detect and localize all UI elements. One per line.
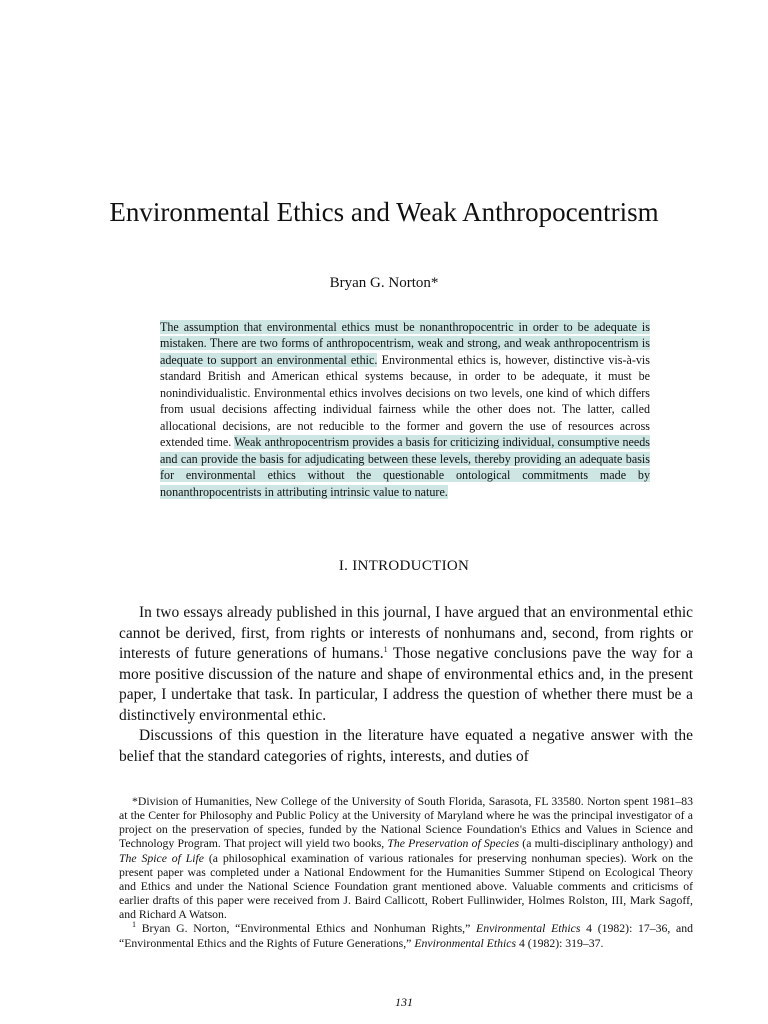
paper-title: Environmental Ethics and Weak Anthropocentrism	[109, 197, 659, 227]
abstract-text: Environmental ethics is, however, distinctive vis-à-vis standard British and American ethical systems because, in order to be adequate, it must be nonindividualistic. Environmental ethics involves decisions on two levels, one kind of which differs from usual decisions affecting individual fairness while the other does not. The latter, called allocational decisions, are not reducible to the former and govern the use of resources across extended time.	[160, 352, 650, 450]
footnote-ref[interactable]: 1	[383, 644, 388, 654]
page-number: 131	[395, 995, 413, 1009]
abstract	[160, 319, 650, 500]
body-paragraph: Discussions of this question in the literature have equated a negative answer with the belief that the standard categories of rights, interests, and duties of	[119, 727, 693, 765]
footnote-1: $^1$ Bryan G. Norton, “Environmental Ethics and Nonhuman Rights,” Environmental Ethics 4 (1982): 17–36, and “Environmental Ethics and the Rights of Future Generations,” Environmental Ethics 4 (1982): 319–37.	[119, 920, 693, 950]
body-text	[119, 603, 693, 767]
body-paragraph: In two essays already published in this journal, I have argued that an environmental ethic cannot be derived, first, from rights or interests of nonhumans and, second, from rights or interests of future generations of humans.$^1$ Those negative conclusions pave the way for a more positive discussion of the nature and shape of environmental ethics and, in the present paper, I undertake that task. In particular, I address the question of whether there must be a distinctively environmental ethic.	[119, 604, 693, 724]
abstract-highlight-2: Weak anthropocentrism provides a basis for criticizing individual, consumptive needs and can provide the basis for adjudicating between these levels, thereby providing an adequate basis for environmental ethics without the questionable ontological commitments made by nonanthropocentrists in attributing intrinsic value to nature.	[160, 435, 650, 499]
author-name: Bryan G. Norton*	[329, 275, 439, 291]
section-heading: I. INTRODUCTION	[338, 558, 470, 574]
abstract-highlight-1: The assumption that environmental ethics must be nonanthropocentric in order to be adequate is mistaken. There are two forms of anthropocentrism, weak and strong, and weak anthropocentrism is adequate to support an environmental ethic.	[160, 320, 650, 367]
footnote-mark: 1	[132, 920, 136, 930]
footnotes	[119, 795, 693, 951]
author-footnote: *Division of Humanities, New College of the University of South Florida, Sarasota, FL 33580. Norton spent 1981–83 at the Center for Philosophy and Public Policy at the University of Maryland where he was the principal investigator of a project on the preservation of species, funded by the National Science Foundation's Ethics and Values in Science and Technology Program. That project will yield two books, The Preservation of Species (a multi-disciplinary anthology) and The Spice of Life (a philosophical examination of various rationales for preserving nonhuman species). Work on the present paper was completed under a National Endowment for the Humanities Summer Stipend on Ecological Theory and Ethics and under the National Science Foundation grant mentioned above. Valuable comments and criticisms of earlier drafts of this paper were received from J. Baird Callicott, Robert Fullinwider, Holmes Rolston, III, Mark Sagoff, and Richard A Watson.	[119, 795, 693, 922]
